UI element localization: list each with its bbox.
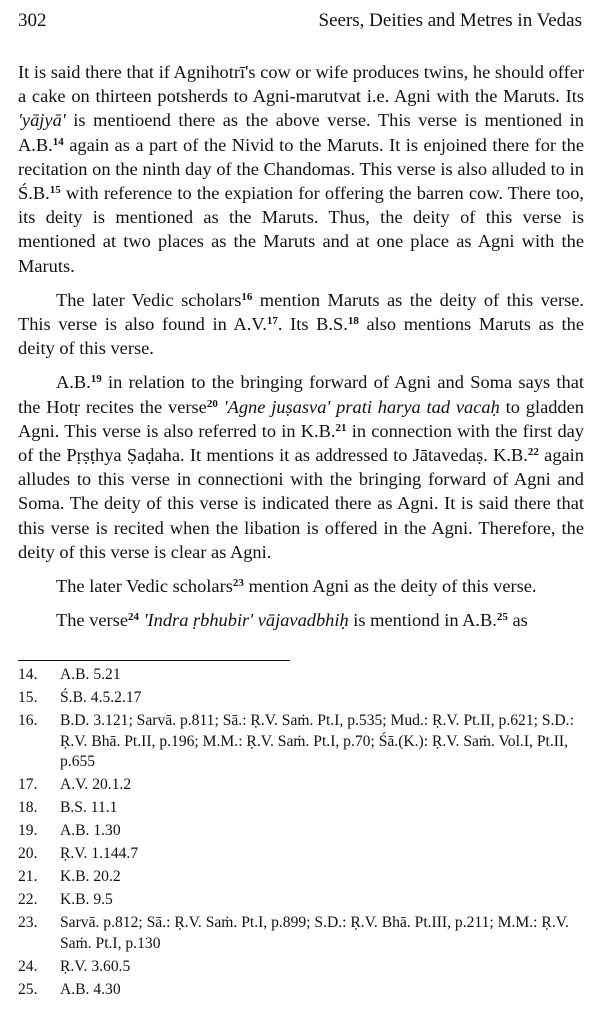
footnote-ref: 14 (52, 135, 64, 148)
footnote-number: 19. (18, 822, 38, 840)
footnote-ref: 17 (266, 315, 278, 328)
footnote-number: 20. (18, 845, 38, 863)
footnote (18, 798, 584, 819)
footnote (18, 867, 584, 888)
footnote-ref: 15 (49, 184, 61, 197)
italic-text: 'yājyā' (18, 110, 66, 131)
footnote (18, 913, 584, 954)
text-run: The verse (56, 610, 128, 631)
text-run: The later Vedic scholars (56, 289, 242, 310)
text-run: mention Agni as the deity of this verse. (243, 576, 537, 597)
footnote-text: K.B. 9.5 (60, 891, 113, 909)
footnote-text: K.B. 20.2 (60, 868, 121, 886)
footnote-text: Ṛ.V. 3.60.5 (60, 957, 131, 975)
text-run: as (507, 610, 528, 631)
footnote-text: A.B. 1.30 (60, 822, 121, 840)
footnote-text: A.V. 20.1.2 (60, 776, 132, 794)
text-run: to gladden Agni. This verse is also referred to in K.B. (18, 396, 584, 441)
paragraph (18, 574, 584, 598)
footnote (18, 844, 584, 865)
text-run: in relation to the bringing forward of Agni and Soma says that the Hotṛ recites the verse (18, 372, 584, 417)
footnote-ref: 19 (90, 373, 102, 386)
footnote-text: B.D. 3.121; Sarvā. p.811; Sā.: Ṛ.V. Saṁ. Pt.I, p.535; Mud.: Ṛ.V. Pt.II, p.621; S.D.: Ṛ.V. Bhā. Pt.II, p.196; M.M.: Ṛ.V. Saṁ. Pt.I, p.70; Śā.(K.): Ṛ.V. Saṁ. Vol.I, Pt.II, p.655 (60, 711, 574, 771)
footnote-text: Sarvā. p.812; Sā.: Ṛ.V. Saṁ. Pt.I, p.899; S.D.: Ṛ.V. Bhā. Pt.III, p.211; M.M.: Ṛ.V. Saṁ. Pt.I, p.130 (60, 914, 569, 952)
footnote-text: B.S. 11.1 (60, 799, 118, 817)
footnote-number: 23. (18, 914, 38, 932)
footnote-ref: 20 (206, 397, 218, 410)
footnote-number: 25. (18, 980, 38, 998)
footnote-ref: 24 (128, 611, 139, 624)
footnote-number: 24. (18, 957, 38, 975)
footnote (18, 688, 584, 709)
italic-text: 'Indra ṛbhubir' (143, 610, 254, 631)
text-run: mention Maruts as the deity of this verse. This verse is also found in A.V. (18, 289, 584, 335)
italic-text: 'Agne juṣasva' prati harya tad vacaḥ (223, 396, 500, 417)
footnote-ref: 25 (496, 611, 508, 624)
text-run: again alludes to this verse in connectioni with the bringing forward of Agni and Soma. The deity of this verse is indicated there as Agni. It is said there that this verse is recited when the libation is offered in the Agni. Therefore, the deity of this verse is clear as Agni. (18, 445, 584, 562)
text-run: It is said there that if Agnihotrī's cow or wife produces twins, he should offer a cake on thirteen potsherds to Agni-marutvat i.e. Agni with the Maruts. Its (18, 62, 584, 107)
page-number: 302 (18, 10, 47, 31)
footnote (18, 775, 584, 796)
footnote-text: A.B. 5.21 (60, 666, 121, 683)
text-run: with reference to the expiation for offering the barren cow. There too, its deity is mentioned as the Maruts. Thus, the deity of this verse is mentioned at two places as the Maruts and at one place as Agni with the Maruts. (18, 183, 584, 276)
footnote-number: 17. (18, 776, 38, 794)
text-run: The later Vedic scholars (56, 576, 233, 597)
footnote-number: 15. (18, 688, 38, 706)
footnote (18, 980, 584, 1001)
text-run: A.B. (56, 372, 91, 393)
footnote-ref: 22 (527, 446, 539, 459)
paragraph (18, 370, 584, 564)
text-run: is mentioend there as the above verse. This verse is mentioned in A.B. (18, 110, 584, 155)
footnote-ref: 21 (335, 421, 347, 434)
footnote-ref: 18 (347, 315, 359, 328)
footnote-number: 14. (18, 666, 38, 683)
footnote-text: A.B. 4.30 (60, 980, 121, 998)
footnote-number: 22. (18, 891, 38, 909)
paragraph (18, 608, 584, 632)
text-run: also mentions Maruts as the deity of this verse. (18, 314, 584, 359)
text-run: is mentiond in A.B. (348, 610, 497, 631)
text-run: in connection with the first day of the Pṛṣṭhya Ṣaḍaha. It mentions it as addressed to Jātavedaṣ. K.B. (18, 420, 584, 466)
footnote (18, 665, 584, 686)
italic-text: vājavadbhiḥ (257, 610, 349, 631)
footnote-ref: 23 (232, 577, 244, 590)
page-header (18, 10, 582, 36)
footnote (18, 957, 584, 978)
footnote-text: Ś.B. 4.5.2.17 (60, 688, 142, 706)
running-title: Seers, Deities and Metres in Vedas (318, 10, 582, 31)
footnotes (18, 665, 584, 1003)
footnote (18, 890, 584, 911)
footnote-ref: 16 (241, 290, 253, 303)
footnote-number: 18. (18, 799, 38, 817)
text-run: . Its B.S. (277, 314, 348, 335)
footnote-number: 16. (18, 711, 38, 729)
footnote-number: 21. (18, 868, 38, 886)
text-run: again as a part of the Nivid to the Maruts. It is enjoined there for the recitation on the ninth day of the Chandomas. This verse is also alluded to in Ś.B. (18, 134, 584, 204)
footnote (18, 821, 584, 842)
footnote-rule (18, 660, 290, 661)
paragraph (18, 60, 584, 278)
footnote (18, 711, 584, 773)
footnote-text: Ṛ.V. 1.144.7 (60, 845, 139, 863)
main-text (18, 60, 584, 632)
paragraph (18, 288, 584, 361)
